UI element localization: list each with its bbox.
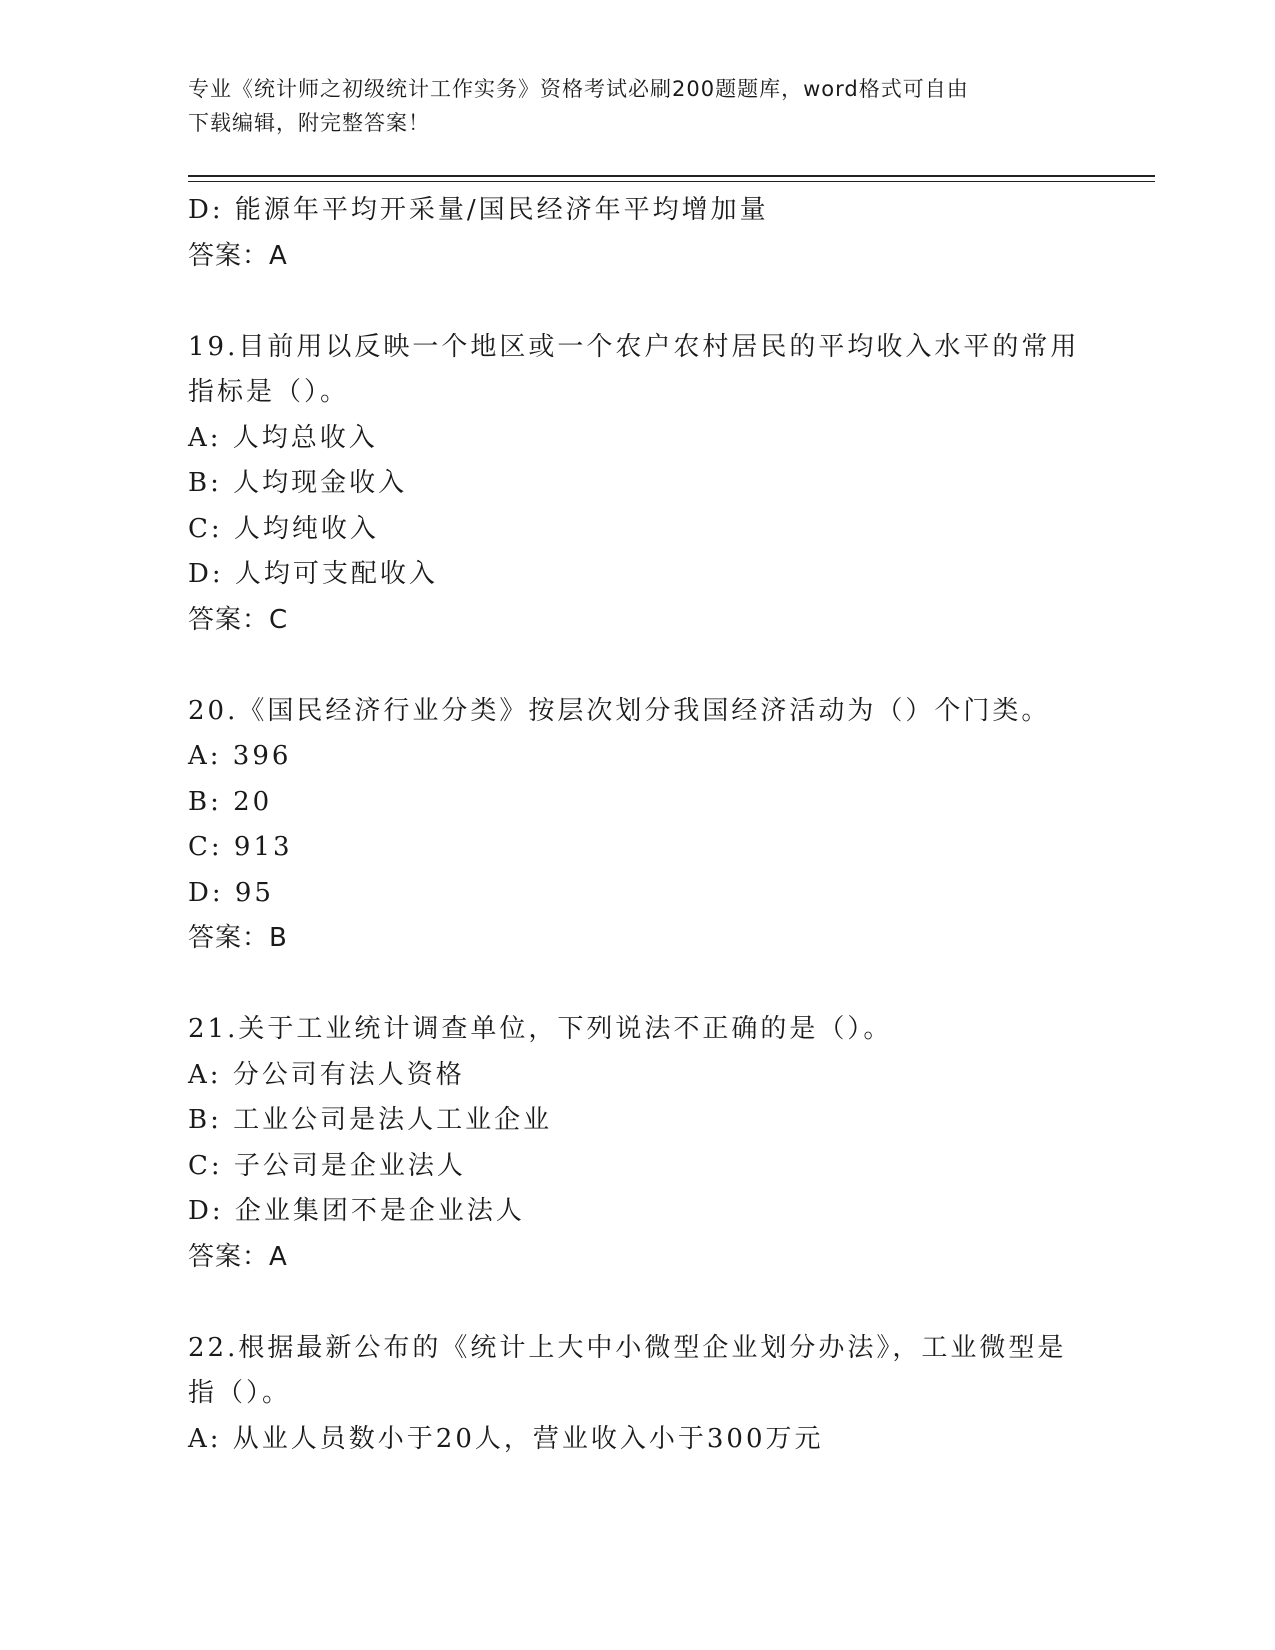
option-a: A: 从业人员数小于20人，营业收入小于300万元 xyxy=(188,1423,824,1454)
option-c: C: 913 xyxy=(188,832,293,862)
option-c: C: 子公司是企业法人 xyxy=(188,1150,466,1181)
question-stem-continued: 指（）。 xyxy=(188,1378,292,1408)
document-body xyxy=(188,188,1088,1462)
answer-line: 答案：B xyxy=(188,923,288,953)
option-c: C: 人均纯收入 xyxy=(188,513,379,544)
question-stem: 21.关于工业统计调查单位，下列说法不正确的是（）。 xyxy=(188,1014,893,1044)
answer-line: 答案：A xyxy=(188,1241,288,1272)
option-a: A: 396 xyxy=(188,741,292,771)
header-divider-thick xyxy=(188,175,1155,177)
question-stem: 22.根据最新公布的《统计上大中小微型企业划分办法》，工业微型是 xyxy=(188,1332,1067,1363)
spacer xyxy=(188,279,1088,325)
question-stem: 20.《国民经济行业分类》按层次划分我国经济活动为（）个门类。 xyxy=(188,695,1051,726)
option-d: D: 能源年平均开采量/国民经济年平均增加量 xyxy=(188,195,769,225)
question-19 xyxy=(188,325,1088,644)
question-stem-continued: 指标是（）。 xyxy=(188,377,350,407)
question-stem: 19.目前用以反映一个地区或一个农户农村居民的平均收入水平的常用 xyxy=(188,331,1080,362)
answer-line: 答案：C xyxy=(188,604,289,635)
option-b: B: 工业公司是法人工业企业 xyxy=(188,1105,553,1135)
document-header xyxy=(188,72,1088,140)
option-a: A: 人均总收入 xyxy=(188,422,378,453)
header-line-2: 下载编辑，附完整答案！ xyxy=(188,111,430,135)
option-b: B: 20 xyxy=(188,786,273,817)
option-a: A: 分公司有法人资格 xyxy=(188,1059,465,1090)
question-22 xyxy=(188,1326,1088,1463)
option-d: D: 企业集团不是企业法人 xyxy=(188,1196,525,1226)
spacer xyxy=(188,1280,1088,1326)
header-divider-thin xyxy=(188,181,1155,182)
option-b: B: 人均现金收入 xyxy=(188,468,408,498)
question-20 xyxy=(188,689,1088,962)
question-21 xyxy=(188,1007,1088,1280)
option-d: D: 人均可支配收入 xyxy=(188,559,438,589)
spacer xyxy=(188,962,1088,1008)
option-d: D: 95 xyxy=(188,877,274,908)
spacer xyxy=(188,643,1088,689)
header-line-1: 专业《统计师之初级统计工作实务》资格考试必刷200题题库，word格式可自由 xyxy=(188,77,969,101)
question-18 xyxy=(188,188,1088,279)
answer-line: 答案：A xyxy=(188,240,288,271)
